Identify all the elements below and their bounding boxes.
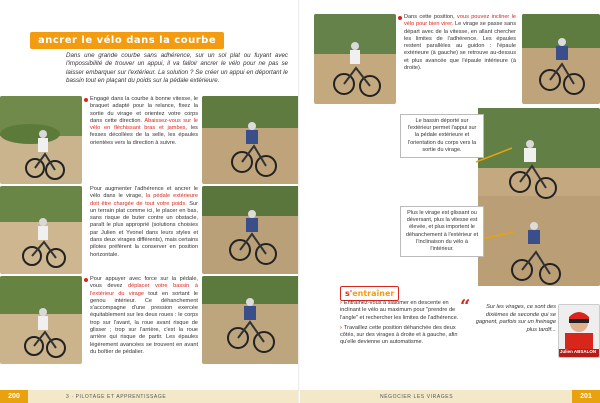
photo-rider-corner-1 xyxy=(202,96,300,184)
quote-mark-icon: “ xyxy=(460,296,471,317)
page-number-left: 200 xyxy=(0,390,28,403)
training-tip-1: › Entraînez-vous à slalomer en descente en inclinant le vélo au maximum pour "prendre de l'angle" et rechercher les limites de l'adhérence. xyxy=(340,300,459,321)
photo-rider-corner-3 xyxy=(202,276,300,364)
portrait-name-label: Julien ABSALON xyxy=(559,349,597,354)
callout-vitesse: Plus le virage est glissant ou déversant, plus la vitesse est élevée, et plus importent le déhanchement à l'extérieur et l'inclinaison du vélo à l'intérieur. xyxy=(400,206,484,257)
step-bullet-3 xyxy=(84,278,88,282)
photo-rider-incline-2 xyxy=(522,14,600,104)
right-page xyxy=(300,0,600,403)
photo-rider-corner-2 xyxy=(202,186,300,274)
running-footer-left: 3 · PILOTAGE ET APPRENTISSAGE xyxy=(66,394,167,400)
paragraph-step-3: Pour appuyer avec force sur la pédale, vous devez déplacer votre bassin à l'extérieur du virage tout en sortant le genou intérieur. Ce déhanchement s'accompagne d'une pression exercée équitablement sur les deux roues : le corps trop sur l'avant, la roue avant risque de glisser ; trop sur l'arrière, c'est la roue arrière qui risque de partir. Les épaules légèrement avancées se trouvent en avant du boîtier de pédalier. xyxy=(90,276,198,355)
training-tip-2: › Travaillez cette position déhanchée des deux côtés, sur des virages à droite et à gauche, afin qu'elle devienne un automatisme. xyxy=(340,324,458,346)
photo-rider-entry-1 xyxy=(0,96,82,184)
section-banner: ancrer le vélo dans la courbe xyxy=(30,32,224,49)
paragraph-incline: Dans cette position, vous pouvez incliner le vélo pour bien virer. Le virage se passe sans départ avec de la vitesse, en allant chercher les limites de l'adhérence. Les épaules restent parallèles au guidon : l'épaule extérieure (à gauche) se retrouve au-dessus et plus avancée que l'épaule intérieure (à droite). xyxy=(404,14,516,72)
paragraph-step-2: Pour augmenter l'adhérence et ancrer le vélo dans le virage, la pédale extérieure doit être chargée de tout votre poids. Sur un terrain plat comme ici, le placer en bas, sans risque de buter contre un obstacle, paraît le plus approprié (solutions choisies par Julien et Yvonel dans leurs styles et dans deux virages différents), mais certains pilotes préfèrent la conserver en position horizontale. xyxy=(90,186,198,258)
running-footer-right: NÉGOCIER LES VIRAGES xyxy=(380,394,454,400)
rider-quote: Sur les virages, ce sont des dixièmes de seconde qui se gagnent, parfois sur un freinage plus tardif... xyxy=(475,304,556,333)
callout-bassin: Le bassin déporté sur l'extérieur permet l'appui sur la pédale extérieure et l'orientation du corps vers la sortie du virage. xyxy=(400,114,484,158)
paragraph-step-1: Engagé dans la courbe à bonne vitesse, le braquet adapté pour la relance, fixez la sortie du virage et orientez votre corps dans cette direction. Abaissez-vous sur le vélo en fléchissant bras et jambes, les fesses décollées de la selle, les épaules orientées vers la direction à suivre. xyxy=(90,96,198,146)
photo-rider-entry-3 xyxy=(0,276,82,364)
photo-rider-entry-2 xyxy=(0,186,82,274)
training-heading: s'entraîner xyxy=(340,286,399,301)
photo-rider-incline-1 xyxy=(314,14,396,104)
step-bullet-top xyxy=(398,16,402,20)
page-number-right: 201 xyxy=(572,390,600,403)
intro-paragraph: Dans une grande courbe sans adhérence, sur un sol plat ou fuyant avec l'impossibilité de trouver un appui, il va falloir ancrer le vélo pour ne pas se laisser embarquer sur l'extérieur. La solution ? Se créer un appui en déportant le bassin tout en plaçant du poids sur la pédale extérieure. xyxy=(66,52,288,84)
training-tips xyxy=(340,300,460,350)
step-bullet-1 xyxy=(84,98,88,102)
